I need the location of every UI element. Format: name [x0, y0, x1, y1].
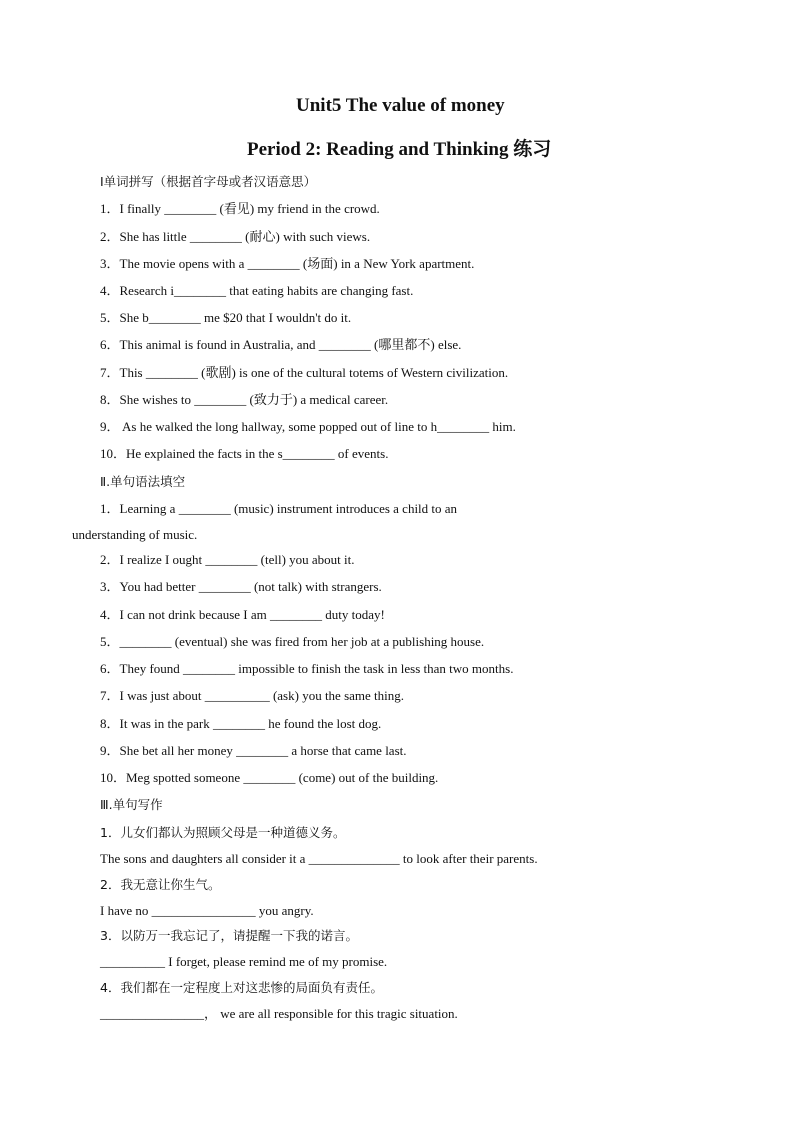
s3-item-2-english: I have no ________________ you angry.: [100, 903, 314, 918]
s1-item-2: 2．She has little ________ (耐心) with such views.: [100, 229, 371, 244]
s3-item-4-english: ________________， we are all responsible for this tragic situation.: [100, 1006, 458, 1021]
s2-item-1-line2: understanding of music.: [72, 527, 198, 542]
s2-item-1-line1: 1．Learning a ________ (music) instrument introduces a child to an: [100, 501, 458, 516]
document-subtitle: Period 2: Reading and Thinking 练习: [247, 139, 552, 160]
s1-item-1: 1．I finally ________ (看见) my friend in the crowd.: [100, 201, 380, 216]
s2-item-4: 4．I can not drink because I am ________ duty today!: [100, 607, 385, 622]
s1-item-5: 5．She b________ me $20 that I wouldn't do it.: [100, 310, 352, 325]
s2-item-3: 3．You had better ________ (not talk) with strangers.: [100, 579, 382, 594]
s2-item-5: 5．________ (eventual) she was fired from her job at a publishing house.: [100, 634, 485, 649]
section2-heading: Ⅱ.单句语法填空: [100, 474, 186, 489]
s3-item-3-english: __________ I forget, please remind me of my promise.: [100, 954, 388, 969]
s1-item-7: 7．This ________ (歌剧) is one of the cultural totems of Western civilization.: [100, 365, 509, 380]
s1-item-6: 6．This animal is found in Australia, and ________ (哪里都不) else.: [100, 337, 462, 352]
s2-item-2: 2．I realize I ought ________ (tell) you about it.: [100, 552, 355, 567]
s1-item-8: 8．She wishes to ________ (致力于) a medical career.: [100, 392, 389, 407]
s2-item-6: 6．They found ________ impossible to finish the task in less than two months.: [100, 661, 514, 676]
s3-item-2-chinese: 2．我无意让你生气。: [100, 877, 221, 892]
section3-heading: Ⅲ.单句写作: [100, 797, 163, 812]
s1-item-3: 3．The movie opens with a ________ (场面) in a New York apartment.: [100, 256, 475, 271]
document-title: Unit5 The value of money: [296, 95, 505, 116]
s3-item-4-chinese: 4．我们都在一定程度上对这悲惨的局面负有责任。: [100, 980, 383, 995]
s1-item-9: 9． As he walked the long hallway, some popped out of line to h________ him.: [100, 419, 516, 434]
section1-heading: Ⅰ单词拼写（根据首字母或者汉语意思）: [100, 174, 317, 189]
s3-item-3-chinese: 3．以防万一我忘记了，请提醒一下我的诺言。: [100, 928, 358, 943]
s2-item-9: 9．She bet all her money ________ a horse that came last.: [100, 743, 407, 758]
s2-item-7: 7．I was just about __________ (ask) you the same thing.: [100, 688, 405, 703]
s2-item-10: 10．Meg spotted someone ________ (come) out of the building.: [100, 770, 439, 785]
s3-item-1-chinese: 1．儿女们都认为照顾父母是一种道德义务。: [100, 825, 346, 840]
s1-item-10: 10．He explained the facts in the s________ of events.: [100, 446, 389, 461]
s2-item-8: 8．It was in the park ________ he found the lost dog.: [100, 716, 382, 731]
s3-item-1-english: The sons and daughters all consider it a ______________ to look after their parents.: [100, 851, 538, 866]
s1-item-4: 4．Research i________ that eating habits are changing fast.: [100, 283, 414, 298]
